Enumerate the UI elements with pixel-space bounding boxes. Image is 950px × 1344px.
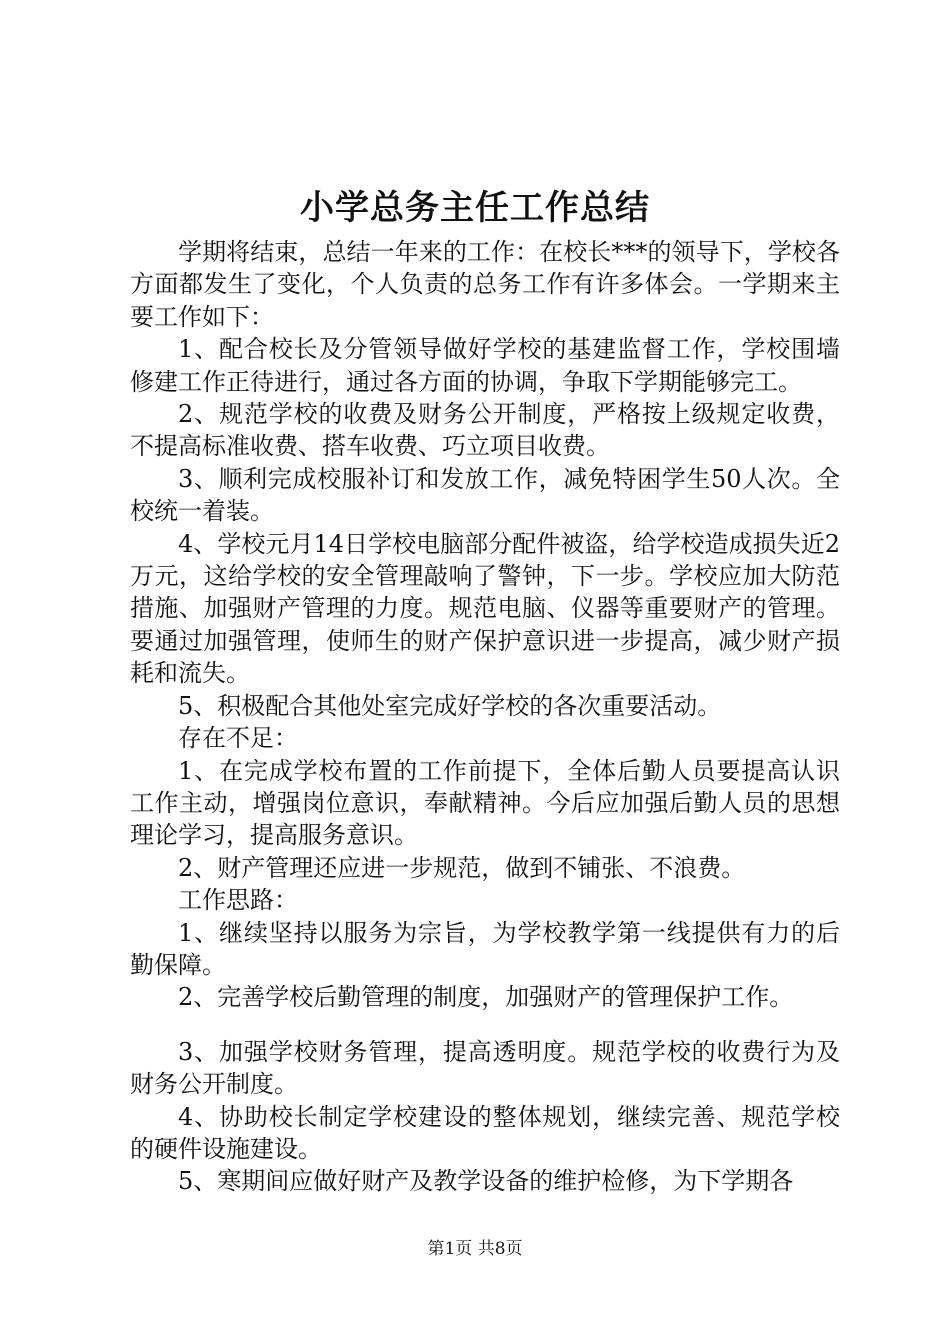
document-body: [130, 236, 840, 1198]
page-number-footer: 第1页 共8页: [427, 1239, 523, 1259]
paragraph-idea-4: 4、协助校长制定学校建设的整体规划，继续完善、规范学校的硬件设施建设。: [130, 1102, 840, 1163]
paragraph-intro: 学期将结束，总结一年来的工作：在校长***的领导下，学校各方面都发生了变化，个人负责的总务工作有许多体会。一学期来主要工作如下：: [130, 238, 840, 331]
paragraph-shortcoming-1: 1、在完成学校布置的工作前提下，全体后勤人员要提高认识工作主动，增强岗位意识，奉献精神。今后应加强后勤人员的思想理论学习，提高服务意识。: [130, 756, 840, 850]
paragraph-work-2: 2、规范学校的收费及财务公开制度，严格按上级规定收费，不提高标准收费、搭车收费、巧立项目收费。: [130, 400, 840, 461]
paragraph-idea-1: 1、继续坚持以服务为宗旨，为学校教学第一线提供有力的后勤保障。: [130, 918, 840, 979]
paragraph-shortcoming-2: 2、财产管理还应进一步规范，做到不铺张、不浪费。: [178, 853, 746, 882]
paragraph-idea-3: 3、加强学校财务管理，提高透明度。规范学校的收费行为及财务公开制度。: [130, 1037, 840, 1099]
paragraph-work-5: 5、积极配合其他处室完成好学校的各次重要活动。: [178, 691, 722, 720]
heading-shortcomings: 存在不足：: [178, 724, 298, 753]
paragraph-work-3: 3、顺利完成校服补订和发放工作，减免特困学生50人次。全校统一着装。: [130, 464, 840, 526]
heading-work-ideas: 工作思路：: [178, 886, 298, 915]
paragraph-idea-5: 5、寒期间应做好财产及教学设备的维护检修，为下学期各: [178, 1167, 794, 1196]
document-title: 小学总务主任工作总结: [300, 188, 650, 228]
paragraph-work-4: 4、学校元月14日学校电脑部分配件被盗，给学校造成损失近2万元，这给学校的安全管理敲响了警钟，下一步。学校应加大防范措施、加强财产管理的力度。规范电脑、仪器等重要财产的管理。要通过加强管理，使师生的财产保护意识进一步提高，减少财产损耗和流失。: [130, 529, 840, 688]
paragraph-work-1: 1、配合校长及分管领导做好学校的基建监督工作，学校围墙修建工作正待进行，通过各方面的协调，争取下学期能够完工。: [130, 335, 840, 396]
paragraph-idea-2: 2、完善学校后勤管理的制度，加强财产的管理保护工作。: [178, 983, 794, 1012]
